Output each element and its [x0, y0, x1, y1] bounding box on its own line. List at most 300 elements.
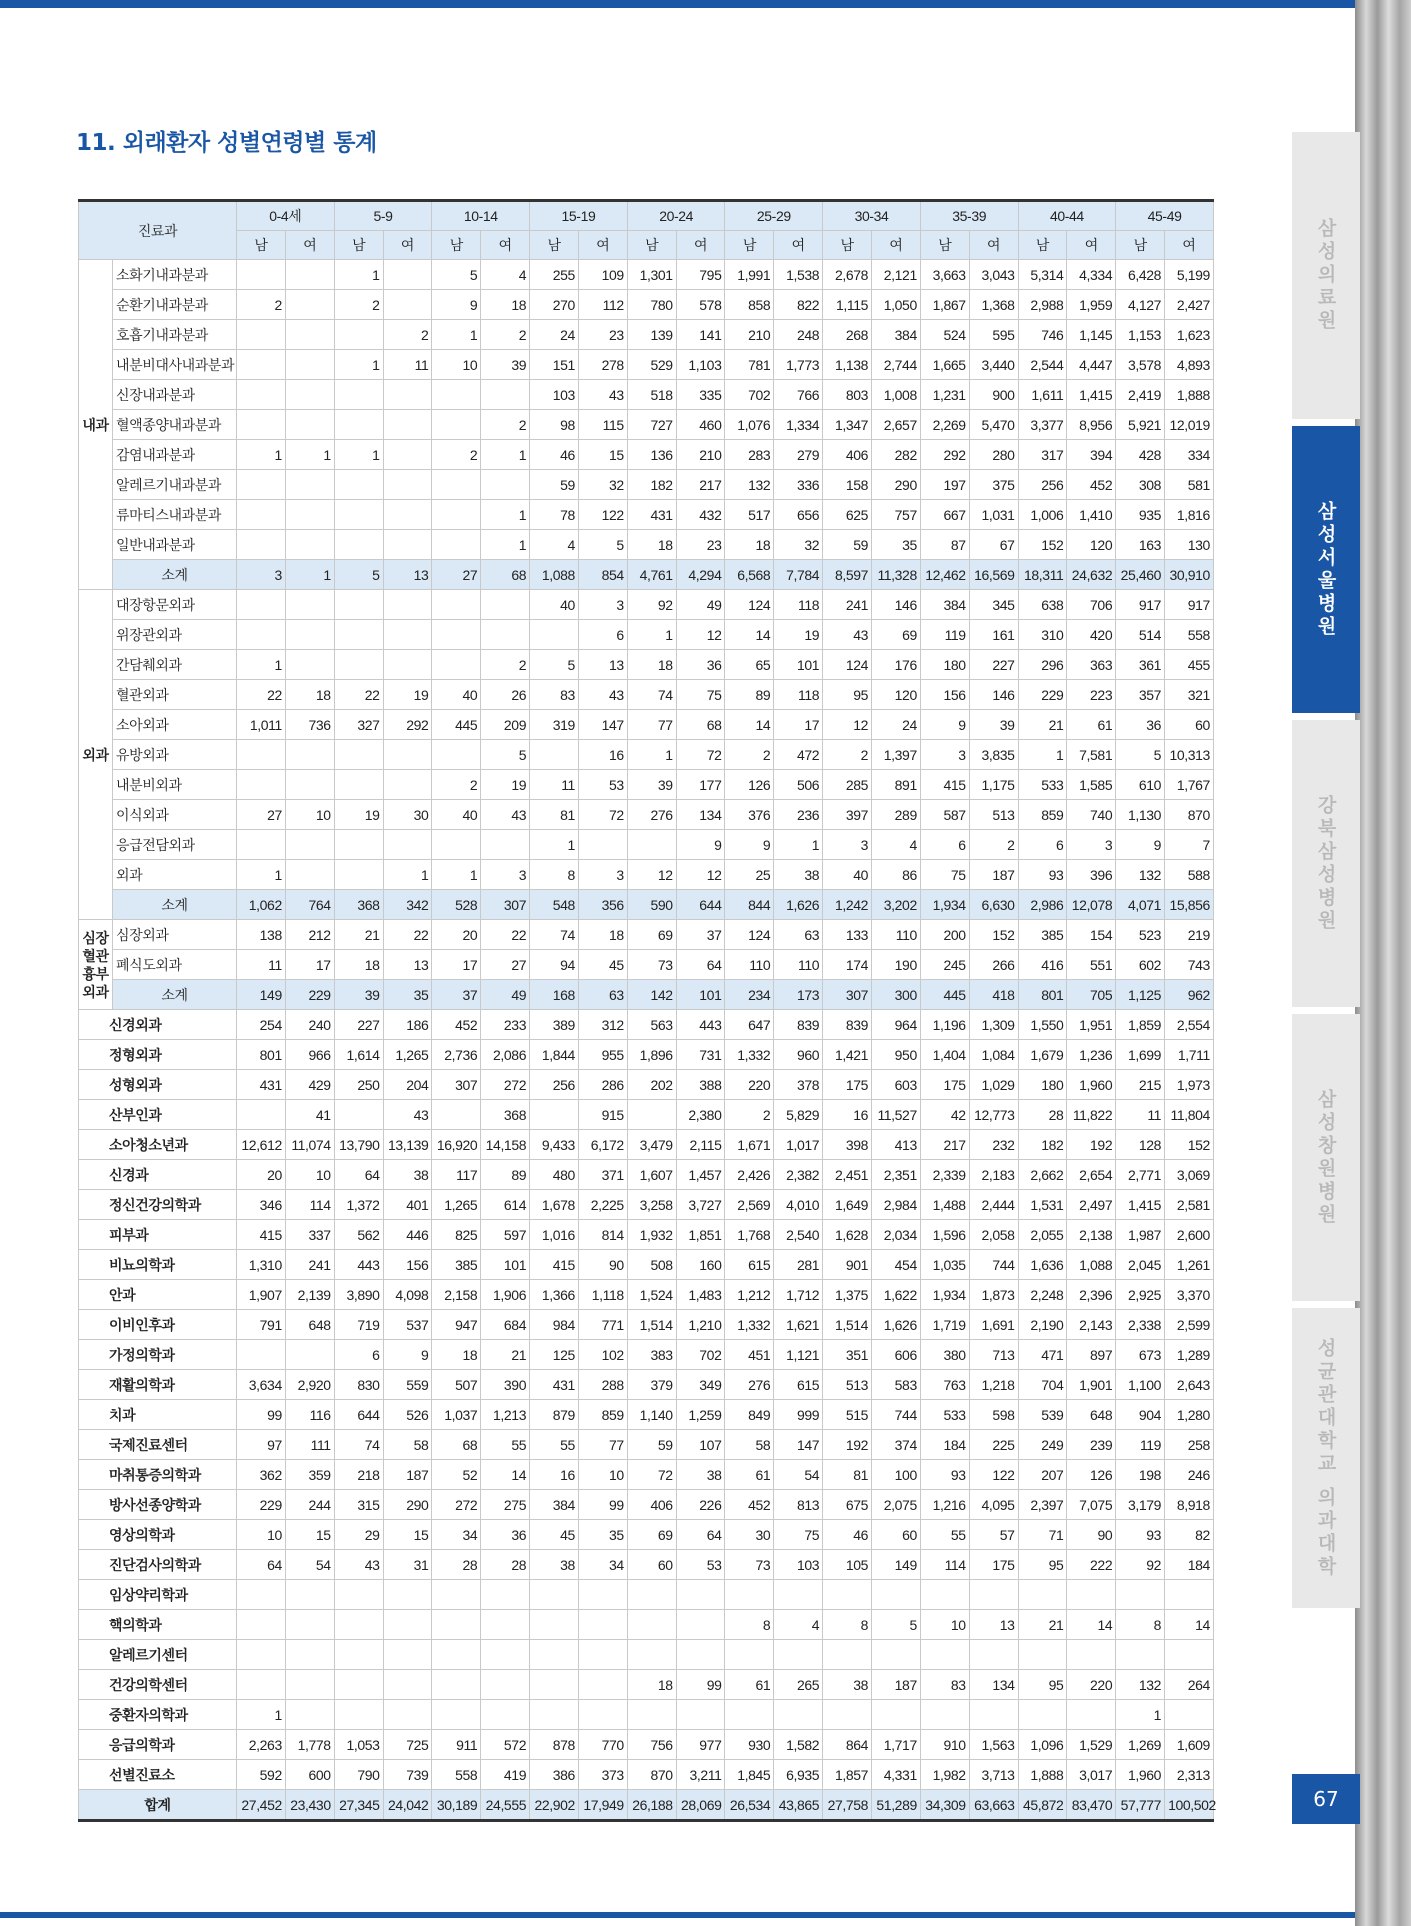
table-cell: 184 — [920, 1430, 969, 1460]
table-cell: 46 — [530, 440, 579, 470]
table-cell: 22 — [334, 680, 383, 710]
table-cell: 77 — [578, 1430, 627, 1460]
table-cell: 39 — [969, 710, 1018, 740]
table-cell — [676, 1640, 725, 1670]
table-cell: 1,483 — [676, 1280, 725, 1310]
table-cell: 1,332 — [725, 1040, 774, 1070]
table-cell: 1,216 — [920, 1490, 969, 1520]
table-cell: 1,310 — [237, 1250, 286, 1280]
table-cell: 349 — [676, 1370, 725, 1400]
table-cell: 1,037 — [432, 1400, 481, 1430]
table-cell: 3,713 — [969, 1760, 1018, 1790]
table-cell: 351 — [823, 1340, 872, 1370]
table-cell: 310 — [1018, 620, 1067, 650]
table-cell: 13 — [969, 1610, 1018, 1640]
table-cell — [530, 1700, 579, 1730]
table-cell: 27,452 — [237, 1790, 286, 1821]
table-cell: 592 — [237, 1760, 286, 1790]
table-cell: 901 — [823, 1250, 872, 1280]
department-label: 임상약리학과 — [79, 1580, 237, 1610]
table-cell: 8 — [823, 1610, 872, 1640]
row-label: 유방외과 — [113, 740, 237, 770]
table-cell: 19 — [481, 770, 530, 800]
table-cell: 1 — [334, 260, 383, 290]
table-cell — [676, 1610, 725, 1640]
table-cell: 2,121 — [872, 260, 921, 290]
total-label: 합계 — [79, 1790, 237, 1821]
table-cell: 1,457 — [676, 1160, 725, 1190]
table-cell — [237, 410, 286, 440]
table-cell: 11 — [1116, 1100, 1165, 1130]
table-cell: 18 — [627, 530, 676, 560]
table-cell: 68 — [676, 710, 725, 740]
table-cell — [1067, 1580, 1116, 1610]
tab-label: 삼성서울병원 — [1314, 500, 1337, 639]
table-cell: 3 — [823, 830, 872, 860]
table-cell: 265 — [774, 1670, 823, 1700]
female-header: 여 — [676, 231, 725, 260]
table-cell: 4 — [774, 1610, 823, 1640]
table-cell: 212 — [285, 920, 334, 950]
table-row — [79, 1670, 1214, 1700]
row-label: 류마티스내과분과 — [113, 500, 237, 530]
table-cell — [432, 410, 481, 440]
table-cell: 11 — [383, 350, 432, 380]
group-label-line: 혈관 — [82, 947, 109, 964]
table-cell: 175 — [920, 1070, 969, 1100]
table-cell: 54 — [285, 1550, 334, 1580]
table-cell: 1,932 — [627, 1220, 676, 1250]
table-cell: 124 — [725, 590, 774, 620]
table-cell: 21 — [334, 920, 383, 950]
table-cell: 1,301 — [627, 260, 676, 290]
table-cell: 1,259 — [676, 1400, 725, 1430]
table-cell: 1,397 — [872, 740, 921, 770]
table-cell — [578, 830, 627, 860]
table-cell: 75 — [920, 860, 969, 890]
table-cell: 452 — [432, 1010, 481, 1040]
table-cell: 673 — [1116, 1340, 1165, 1370]
department-label: 신경외과 — [79, 1010, 237, 1040]
table-cell — [432, 1610, 481, 1640]
table-cell: 337 — [285, 1220, 334, 1250]
table-cell: 2,643 — [1165, 1370, 1214, 1400]
table-cell: 960 — [774, 1040, 823, 1070]
table-cell — [1165, 1700, 1214, 1730]
table-cell — [578, 1580, 627, 1610]
table-cell: 300 — [872, 980, 921, 1010]
table-row — [79, 1580, 1214, 1610]
table-cell: 1,415 — [1116, 1190, 1165, 1220]
page-number: 67 — [1292, 1774, 1360, 1824]
table-cell: 780 — [627, 290, 676, 320]
table-cell — [334, 620, 383, 650]
table-cell: 111 — [285, 1430, 334, 1460]
table-cell: 30,910 — [1165, 560, 1214, 590]
table-cell: 2 — [334, 290, 383, 320]
row-label: 위장관외과 — [113, 620, 237, 650]
age-header: 40-44 — [1018, 201, 1116, 231]
table-cell: 14 — [1067, 1610, 1116, 1640]
table-cell: 2,427 — [1165, 290, 1214, 320]
table-cell: 24 — [530, 320, 579, 350]
table-cell: 1,062 — [237, 890, 286, 920]
table-cell: 53 — [676, 1550, 725, 1580]
table-cell: 610 — [1116, 770, 1165, 800]
table-cell: 2,657 — [872, 410, 921, 440]
table-cell: 3,835 — [969, 740, 1018, 770]
table-cell: 15 — [285, 1520, 334, 1550]
table-cell — [432, 1640, 481, 1670]
table-cell: 9 — [725, 830, 774, 860]
table-cell: 24 — [872, 710, 921, 740]
table-cell: 40 — [432, 800, 481, 830]
table-cell — [481, 470, 530, 500]
table-cell: 472 — [774, 740, 823, 770]
table-row — [79, 920, 1214, 950]
table-cell: 1,611 — [1018, 380, 1067, 410]
table-cell — [285, 1610, 334, 1640]
table-cell: 524 — [920, 320, 969, 350]
table-cell: 2,263 — [237, 1730, 286, 1760]
table-cell: 5 — [872, 1610, 921, 1640]
table-cell — [481, 1670, 530, 1700]
table-cell: 2,497 — [1067, 1190, 1116, 1220]
table-cell: 480 — [530, 1160, 579, 1190]
table-cell: 222 — [1067, 1550, 1116, 1580]
table-cell — [920, 1700, 969, 1730]
department-label: 핵의학과 — [79, 1610, 237, 1640]
table-cell — [285, 530, 334, 560]
table-cell: 158 — [823, 470, 872, 500]
table-cell: 4,071 — [1116, 890, 1165, 920]
department-label: 선별진료소 — [79, 1760, 237, 1790]
table-cell: 1,678 — [530, 1190, 579, 1220]
table-row — [79, 1370, 1214, 1400]
table-cell: 290 — [383, 1490, 432, 1520]
table-cell: 7,581 — [1067, 740, 1116, 770]
table-cell: 99 — [676, 1670, 725, 1700]
table-cell: 396 — [1067, 860, 1116, 890]
table-row — [79, 290, 1214, 320]
table-cell: 7 — [1165, 830, 1214, 860]
table-cell — [1116, 1580, 1165, 1610]
table-cell: 5,199 — [1165, 260, 1214, 290]
table-cell: 38 — [383, 1160, 432, 1190]
table-cell: 1,691 — [969, 1310, 1018, 1340]
table-cell: 174 — [823, 950, 872, 980]
group-label-line: 외과 — [82, 983, 109, 1000]
table-cell — [237, 1580, 286, 1610]
table-cell: 118 — [774, 590, 823, 620]
tab-samsung-medical-center[interactable] — [1292, 132, 1360, 419]
table-cell — [334, 320, 383, 350]
table-cell — [285, 380, 334, 410]
table-cell: 858 — [725, 290, 774, 320]
table-cell: 390 — [481, 1370, 530, 1400]
table-cell — [481, 1640, 530, 1670]
table-cell: 452 — [725, 1490, 774, 1520]
table-cell: 8 — [725, 1610, 774, 1640]
table-cell: 1 — [334, 350, 383, 380]
table-cell: 114 — [920, 1550, 969, 1580]
table-cell: 28 — [481, 1550, 530, 1580]
table-cell: 180 — [1018, 1070, 1067, 1100]
tab-skku-medicine[interactable] — [1292, 1308, 1360, 1608]
table-cell: 45 — [578, 950, 627, 980]
table-cell: 147 — [774, 1430, 823, 1460]
table-cell: 822 — [774, 290, 823, 320]
table-cell: 384 — [920, 590, 969, 620]
table-cell: 1 — [237, 860, 286, 890]
table-cell: 644 — [334, 1400, 383, 1430]
table-cell: 1,717 — [872, 1730, 921, 1760]
table-cell: 513 — [823, 1370, 872, 1400]
table-cell: 23,430 — [285, 1790, 334, 1821]
table-cell — [285, 350, 334, 380]
table-cell: 133 — [823, 920, 872, 950]
table-cell: 292 — [920, 440, 969, 470]
table-cell: 25 — [725, 860, 774, 890]
table-cell: 790 — [334, 1760, 383, 1790]
table-cell: 2,920 — [285, 1370, 334, 1400]
table-cell: 103 — [530, 380, 579, 410]
table-cell: 116 — [285, 1400, 334, 1430]
table-cell: 1,626 — [872, 1310, 921, 1340]
table-cell: 451 — [725, 1340, 774, 1370]
table-cell: 156 — [383, 1250, 432, 1280]
table-cell: 175 — [969, 1550, 1018, 1580]
tab-kangbuk-samsung-hospital[interactable] — [1292, 720, 1360, 1007]
table-cell: 2,158 — [432, 1280, 481, 1310]
table-cell: 4,010 — [774, 1190, 823, 1220]
table-cell — [969, 1700, 1018, 1730]
table-cell: 2,138 — [1067, 1220, 1116, 1250]
table-cell: 878 — [530, 1730, 579, 1760]
table-cell: 814 — [578, 1220, 627, 1250]
table-cell — [432, 1700, 481, 1730]
table-cell: 6,172 — [578, 1130, 627, 1160]
table-cell: 11,822 — [1067, 1100, 1116, 1130]
table-cell: 1,334 — [774, 410, 823, 440]
table-cell: 1 — [1018, 740, 1067, 770]
table-cell — [530, 620, 579, 650]
table-cell: 5,829 — [774, 1100, 823, 1130]
table-cell: 14,158 — [481, 1130, 530, 1160]
table-cell: 529 — [627, 350, 676, 380]
table-cell: 32 — [578, 470, 627, 500]
table-cell: 528 — [432, 890, 481, 920]
table-cell: 1,138 — [823, 350, 872, 380]
table-cell: 514 — [1116, 620, 1165, 650]
table-cell: 283 — [725, 440, 774, 470]
table-cell: 2,339 — [920, 1160, 969, 1190]
table-cell: 5,921 — [1116, 410, 1165, 440]
male-header: 남 — [237, 231, 286, 260]
table-cell: 83 — [530, 680, 579, 710]
table-cell — [1165, 1580, 1214, 1610]
table-row — [79, 1250, 1214, 1280]
table-cell: 73 — [627, 950, 676, 980]
table-cell: 6,428 — [1116, 260, 1165, 290]
table-cell: 614 — [481, 1190, 530, 1220]
table-cell: 581 — [1165, 470, 1214, 500]
table-cell: 75 — [774, 1520, 823, 1550]
table-cell: 443 — [676, 1010, 725, 1040]
table-cell: 2,034 — [872, 1220, 921, 1250]
table-cell: 1,773 — [774, 350, 823, 380]
table-cell — [285, 740, 334, 770]
table-cell — [676, 1580, 725, 1610]
table-cell: 384 — [872, 320, 921, 350]
table-cell: 42 — [920, 1100, 969, 1130]
table-cell: 795 — [676, 260, 725, 290]
table-cell: 200 — [920, 920, 969, 950]
table-cell: 1 — [627, 740, 676, 770]
table-cell: 583 — [872, 1370, 921, 1400]
table-cell — [383, 380, 432, 410]
table-cell: 45,872 — [1018, 1790, 1067, 1821]
table-cell — [383, 500, 432, 530]
female-header: 여 — [872, 231, 921, 260]
table-cell: 40 — [823, 860, 872, 890]
table-cell: 229 — [1018, 680, 1067, 710]
table-cell: 431 — [627, 500, 676, 530]
table-cell: 1 — [627, 620, 676, 650]
table-cell: 5 — [432, 260, 481, 290]
table-cell: 114 — [285, 1190, 334, 1220]
table-cell: 359 — [285, 1460, 334, 1490]
table-cell: 69 — [627, 920, 676, 950]
table-cell: 428 — [1116, 440, 1165, 470]
department-label: 가정의학과 — [79, 1340, 237, 1370]
tab-samsung-changwon-hospital[interactable] — [1292, 1014, 1360, 1301]
table-cell: 3,634 — [237, 1370, 286, 1400]
table-cell — [383, 290, 432, 320]
table-cell: 537 — [383, 1310, 432, 1340]
table-cell: 21 — [1018, 710, 1067, 740]
table-cell: 128 — [1116, 1130, 1165, 1160]
outpatient-stats-table — [78, 199, 1214, 1822]
table-row — [79, 1430, 1214, 1460]
age-header: 10-14 — [432, 201, 530, 231]
table-cell: 11 — [530, 770, 579, 800]
table-cell — [334, 470, 383, 500]
table-cell — [872, 1700, 921, 1730]
table-cell: 917 — [1116, 590, 1165, 620]
table-cell: 132 — [1116, 1670, 1165, 1700]
table-cell: 397 — [823, 800, 872, 830]
table-cell: 5 — [1116, 740, 1165, 770]
table-cell: 518 — [627, 380, 676, 410]
table-cell: 559 — [383, 1370, 432, 1400]
table-cell: 415 — [530, 1250, 579, 1280]
table-cell: 955 — [578, 1040, 627, 1070]
table-cell: 10 — [285, 1160, 334, 1190]
table-cell — [578, 1670, 627, 1700]
table-cell: 14 — [725, 710, 774, 740]
table-cell: 704 — [1018, 1370, 1067, 1400]
table-cell — [530, 1640, 579, 1670]
table-cell: 736 — [285, 710, 334, 740]
table-cell: 19 — [774, 620, 823, 650]
table-cell: 1,596 — [920, 1220, 969, 1250]
row-label: 혈관외과 — [113, 680, 237, 710]
table-cell: 218 — [334, 1460, 383, 1490]
table-cell: 9 — [383, 1340, 432, 1370]
table-cell — [334, 410, 383, 440]
table-cell: 1,679 — [1018, 1040, 1067, 1070]
table-cell: 1,366 — [530, 1280, 579, 1310]
table-cell: 383 — [627, 1340, 676, 1370]
table-cell: 43 — [383, 1100, 432, 1130]
table-cell: 186 — [383, 1010, 432, 1040]
table-cell: 3,258 — [627, 1190, 676, 1220]
table-cell: 18 — [285, 680, 334, 710]
subtotal-row — [79, 560, 1214, 590]
table-cell: 1 — [383, 860, 432, 890]
table-cell: 1,145 — [1067, 320, 1116, 350]
table-cell — [481, 830, 530, 860]
table-row — [79, 410, 1214, 440]
table-cell: 149 — [237, 980, 286, 1010]
table-cell: 124 — [823, 650, 872, 680]
table-cell: 24,555 — [481, 1790, 530, 1821]
table-cell: 61 — [725, 1460, 774, 1490]
table-cell: 6 — [1018, 830, 1067, 860]
table-cell: 184 — [1165, 1550, 1214, 1580]
table-cell: 132 — [725, 470, 774, 500]
table-cell: 26 — [481, 680, 530, 710]
department-label: 응급의학과 — [79, 1730, 237, 1760]
table-row — [79, 1610, 1214, 1640]
table-cell: 6 — [334, 1340, 383, 1370]
table-cell: 13,790 — [334, 1130, 383, 1160]
table-cell — [285, 1670, 334, 1700]
table-cell: 3,370 — [1165, 1280, 1214, 1310]
table-cell: 23 — [578, 320, 627, 350]
table-cell: 597 — [481, 1220, 530, 1250]
tab-samsung-seoul-hospital[interactable] — [1292, 426, 1360, 713]
row-label: 폐식도외과 — [113, 950, 237, 980]
table-cell: 173 — [774, 980, 823, 1010]
table-cell: 63 — [578, 980, 627, 1010]
table-cell: 156 — [920, 680, 969, 710]
table-cell: 101 — [481, 1250, 530, 1280]
table-cell: 321 — [1165, 680, 1214, 710]
table-cell: 126 — [725, 770, 774, 800]
table-cell: 1,372 — [334, 1190, 383, 1220]
table-cell: 801 — [1018, 980, 1067, 1010]
table-cell: 4 — [872, 830, 921, 860]
male-header: 남 — [920, 231, 969, 260]
table-cell — [285, 1700, 334, 1730]
table-cell: 1,140 — [627, 1400, 676, 1430]
table-cell: 744 — [872, 1400, 921, 1430]
table-cell: 406 — [627, 1490, 676, 1520]
table-cell: 744 — [969, 1250, 1018, 1280]
female-header: 여 — [1165, 231, 1214, 260]
table-cell: 897 — [1067, 1340, 1116, 1370]
table-cell: 37 — [432, 980, 481, 1010]
table-cell: 98 — [530, 410, 579, 440]
row-label: 내분비외과 — [113, 770, 237, 800]
department-label: 중환자의학과 — [79, 1700, 237, 1730]
table-row — [79, 1040, 1214, 1070]
table-cell — [530, 1610, 579, 1640]
table-cell: 2 — [725, 740, 774, 770]
table-cell: 910 — [920, 1730, 969, 1760]
